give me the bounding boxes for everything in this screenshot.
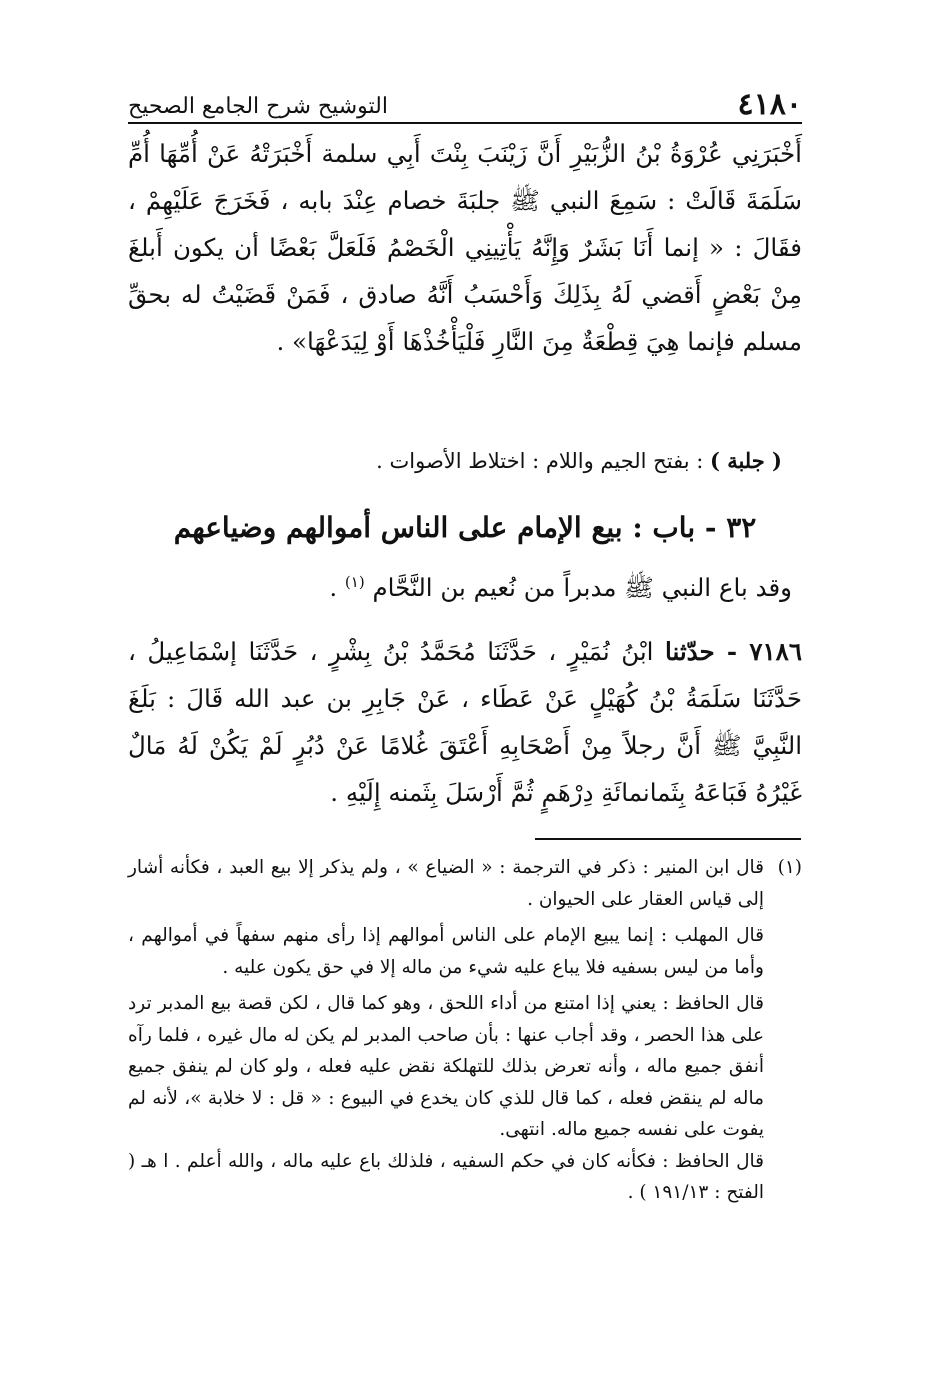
hadith-narration: ابْنُ نُمَيْرٍ ، حَدَّثَنَا مُحَمَّدُ بْنُ بِشْرٍ ، حَدَّثَنَا إسْمَاعِيلُ ، حَدَّثَنَا سَلَمَةُ بْنُ كُهَيْلٍ عَنْ عَطَاء ، عَنْ جَابِرِ بن عبد الله قَالَ : بَلَغَ النَّبِيَّ ﷺ أَنَّ رجلاً مِنْ أَصْحَابِهِ أَعْتَقَ غُلامًا عَنْ دُبُرٍ لَمْ يَكُنْ لَهُ مَالٌ غَيْرُهُ فَبَاعَهُ بِثَمانمائَةِ دِرْهَمٍ ثُمَّ أَرْسَلَ بِثَمنه إِلَيْهِ . xyxy=(128,637,802,807)
gloss-term: ( جلبة ) xyxy=(709,448,782,473)
page-header xyxy=(128,84,802,124)
footnote-reference: (١) xyxy=(344,572,365,591)
chapter-note-end: . xyxy=(329,573,345,602)
footnote-hafiz-2: قال الحافظ : فكأنه كان في حكم السفيه ، فلذلك باع عليه ماله ، والله أعلم . ا هـ ( الفتح : ١٩١/١٣ ) . xyxy=(128,1150,764,1203)
gloss-text: : بفتح الجيم واللام : اختلاط الأصوات . xyxy=(376,449,710,473)
hadith-paragraph xyxy=(128,628,802,816)
footnote-ibn-al-munayyir: قال ابن المنير : ذكر في الترجمة : « الضياع » ، ولم يذكر إلا بيع العبد ، فكأنه أشار إلى قياس العقار على الحيوان . xyxy=(128,857,764,910)
hadith-number-label: ٧١٨٦ - حدّثنا xyxy=(665,637,802,666)
footnote-hafiz-1: قال الحافظ : يعني إذا امتنع من أداء اللحق ، وهو كما قال ، لكن قصة بيع المدبر ترد على هذا الحصر ، وقد أجاب عنها : بأن صاحب المدبر لم يكن له مال غيره ، فلما رآه أنفق جميع ماله ، وأنه تعرض بذلك للتهلكة نقض عليه فعله ، ولو كان لم ينفق جميع ماله لم ينقض فعله ، كما قال للذي كان يخدع في البيوع : « قل : لا خلابة »، لأنه لم يفوت على نفسه جميع ماله. انتهى. xyxy=(128,993,764,1140)
footnotes xyxy=(128,852,802,1209)
footnote-continuation xyxy=(128,988,802,1146)
hadith-text-paragraph: أَخْبَرَنِي عُرْوَةُ بْنُ الزُّبَيْرِ أَنَّ زَيْنَبَ بِنْتَ أَبِي سلمة أَخْبَرَتْهُ عَنْ أُمِّهَا أُمِّ سَلَمَةَ قَالَتْ : سَمِعَ النبي ﷺ جلبَةَ خصام عِنْدَ بابه ، فَخَرَجَ عَلَيْهِمْ ، فقَالَ : « إنما أَنَا بَشَرٌ وَإِنَّهُ يَأْتِينِي الْخَصْمُ فَلَعَلَّ بَعْضًا أن يكون أَبلغَ مِنْ بَعْضٍ أَقضي لَهُ بِذَلِكَ وَأَحْسَبُ أَنَّهُ صادق ، فَمَنْ قَضَيْتُ له بحقِّ مسلم فإنما هِيَ قِطْعَةٌ مِنَ النَّارِ فَلْيَأْخُذْهَا أَوْ لِيَدَعْهَا» . xyxy=(128,139,802,356)
page-number: ٤١٨٠ xyxy=(737,87,802,122)
chapter-note-text: وقد باع النبي ﷺ مدبراً من نُعيم بن النَّحَّام xyxy=(372,573,792,602)
footnote-continuation xyxy=(128,920,802,983)
footnote-muhallab: قال المهلب : إنما يبيع الإمام على الناس أموالهم إذا رأى منهم سفهاً في أموالهم ، وأما من ليس بسفيه فلا يباع عليه شيء من ماله إلا في حق يكون عليه . xyxy=(128,925,764,978)
word-gloss xyxy=(150,444,782,478)
footnote-separator xyxy=(535,838,801,840)
footnote-continuation xyxy=(128,1146,802,1209)
running-title: التوشيح شرح الجامع الصحيح xyxy=(128,94,388,119)
chapter-note xyxy=(150,566,792,610)
chapter-heading: ٣٢ - باب : بيع الإمام على الناس أموالهم وضياعهم xyxy=(173,511,757,544)
footnote-item xyxy=(128,852,802,915)
footnote-number: (١) xyxy=(777,857,802,878)
